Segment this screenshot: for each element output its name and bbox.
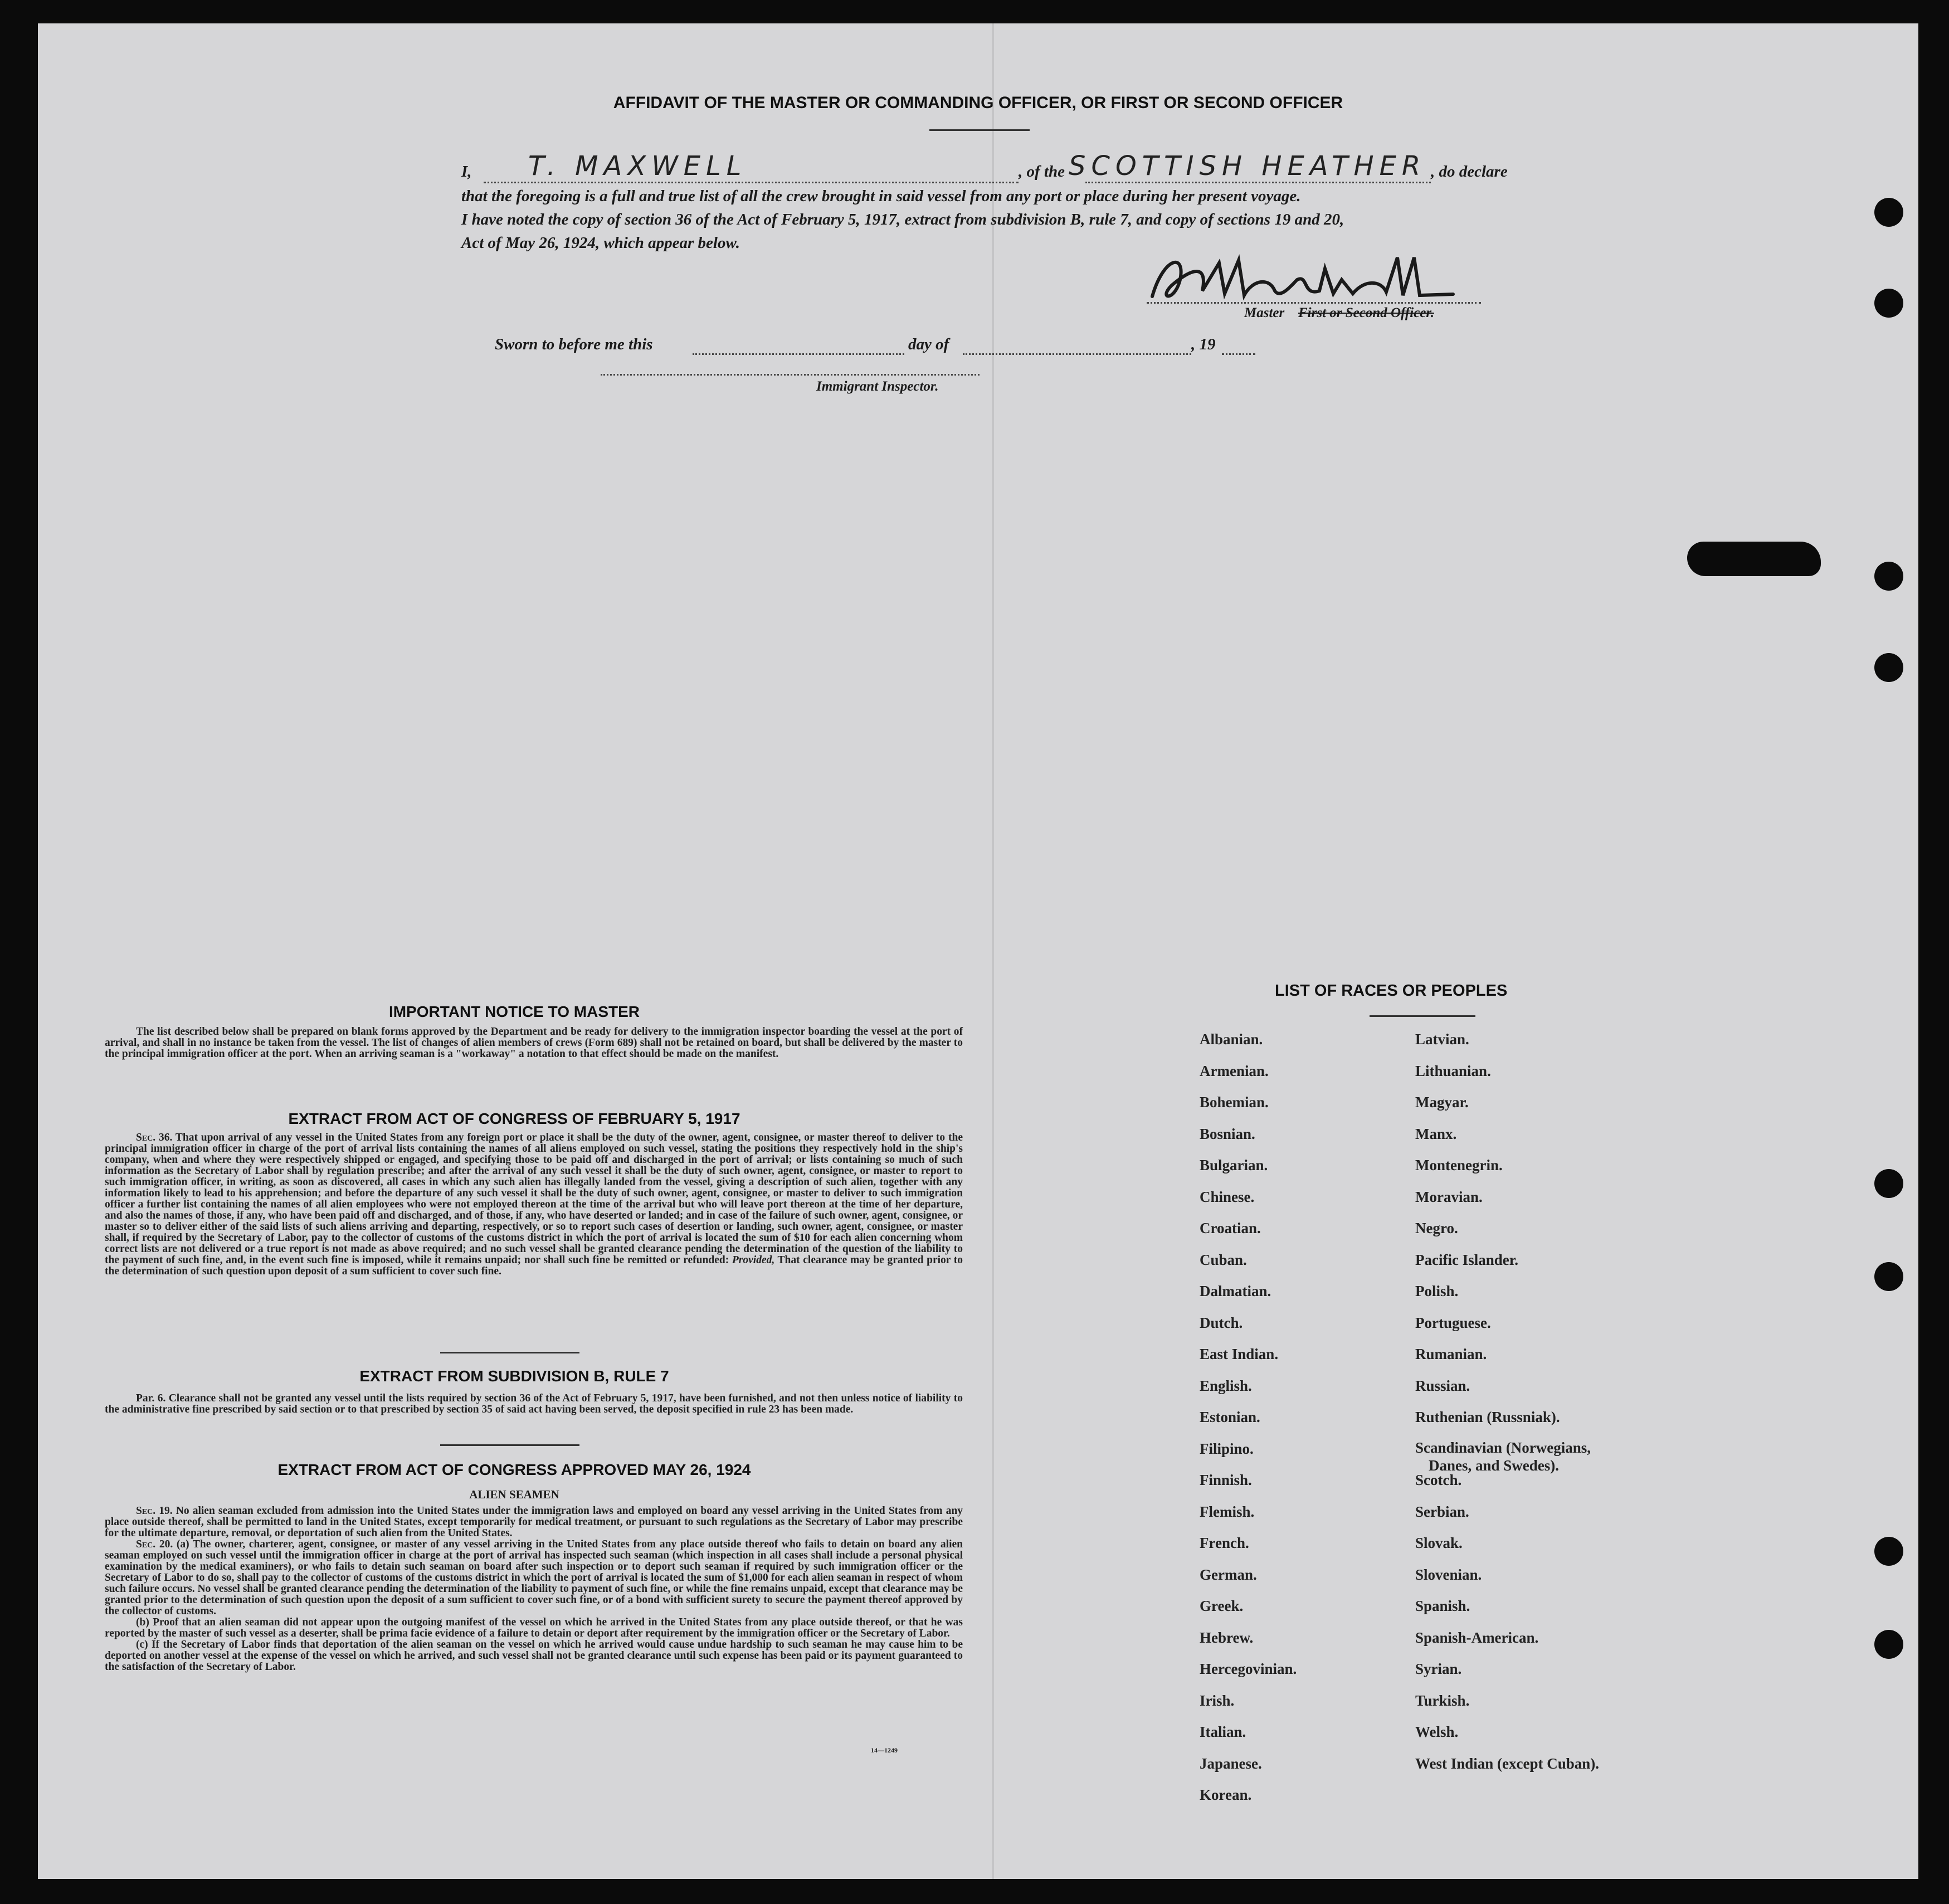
race-item: Portuguese. — [1415, 1314, 1491, 1331]
affidavit-i-label: I, — [461, 163, 472, 181]
race-item: Lithuanian. — [1415, 1062, 1491, 1079]
races-rule — [1370, 1015, 1475, 1017]
race-item: Filipino. — [1200, 1440, 1254, 1457]
race-item: Hercegovinian. — [1200, 1660, 1297, 1677]
sworn-day-line — [693, 335, 904, 355]
affidavit-body-line3: Act of May 26, 1924, which appear below. — [461, 234, 740, 252]
sec36-label: Sec. 36. — [136, 1132, 173, 1143]
binder-hole — [1874, 1630, 1903, 1659]
sec36-provided: Provided, — [732, 1254, 775, 1266]
extract-1924-body — [105, 1506, 963, 1673]
race-item: Bulgarian. — [1200, 1157, 1268, 1173]
rule7-text: Par. 6. Clearance shall not be granted any vessel until the lists required by section 36 of the Act of February 5, 1917, have been furnished, and not then unless notice of liability to the administrative fine prescribed by said section or to that prescribed by section 35 of said act having been served, the deposit specified in rule 23 has been made. — [105, 1392, 963, 1415]
race-item: Russian. — [1415, 1377, 1470, 1394]
race-item: Dalmatian. — [1200, 1283, 1271, 1299]
race-item: Greek. — [1200, 1598, 1244, 1614]
race-item: Montenegrin. — [1415, 1157, 1503, 1173]
notice-title: IMPORTANT NOTICE TO MASTER — [388, 1003, 640, 1020]
race-item: Serbian. — [1415, 1503, 1469, 1520]
race-item: Slovenian. — [1415, 1566, 1482, 1583]
races-title: LIST OF RACES OR PEOPLES — [1275, 982, 1508, 1000]
race-item: West Indian (except Cuban). — [1415, 1755, 1600, 1772]
year-line — [1222, 335, 1255, 355]
affidavit-of-the: , of the — [1019, 163, 1065, 181]
sec36-tail: That clearance may be granted prior to the determination of such question upon deposit of a sum sufficient to cover such fine. — [105, 1254, 963, 1277]
binder-hole — [1874, 562, 1903, 591]
sec20b-text: (b) Proof that an alien seaman did not appear upon the outgoing manifest of the vessel on which he arrived in the United States from any place outside thereof, or that he was reported by the master of such vessel as a deserter, shall be prima facie evidence of a failure to detain or deport after requirement by the immigration officer or the Secretary of Labor. — [105, 1616, 963, 1639]
master-label: Master — [1244, 305, 1285, 320]
race-item: Flemish. — [1200, 1503, 1255, 1520]
race-item: Welsh. — [1415, 1723, 1459, 1740]
race-item: Manx. — [1415, 1125, 1457, 1142]
rule-divider-1 — [440, 1352, 579, 1353]
extract-1917-title: EXTRACT FROM ACT OF CONGRESS OF FEBRUARY 5, 1917 — [288, 1110, 740, 1127]
binder-hole — [1874, 289, 1903, 318]
race-item: Moravian. — [1415, 1188, 1483, 1205]
race-item: Negro. — [1415, 1220, 1458, 1236]
ink-smudge — [1687, 542, 1821, 576]
race-item: Italian. — [1200, 1723, 1246, 1740]
day-of-label: day of — [908, 335, 949, 353]
form-number: 14—1249 — [871, 1746, 898, 1754]
race-item: Spanish-American. — [1415, 1629, 1539, 1646]
binder-hole — [1874, 1169, 1903, 1198]
race-item: Estonian. — [1200, 1409, 1260, 1425]
race-item: Scandinavian (Norwegians, — [1415, 1439, 1591, 1456]
affidavit-title: AFFIDAVIT OF THE MASTER OR COMMANDING OFFICER, OR FIRST OR SECOND OFFICER — [613, 94, 1343, 112]
sec20a-text: (a) The owner, charterer, agent, consignee, or master of any vessel arriving in the United States from any place outside thereof who fails to detain on board any alien seaman employed on such vessel until the immigration officer in charge at the port of arrival has inspected such seaman (which inspection in all cases shall include a personal physical examination by the medical examiners), or who fails to detain such seaman on board after such inspection or to deport such seaman if required by such immigration officer or the Secretary of Labor to do so, shall pay to the collector of customs of the customs district in which the port of arrival is located the sum of $1,000 for each alien seaman in respect of whom such failure occurs. No vessel shall be granted clearance pending the determination of the liability to payment of such fine, or while the fine remains unpaid, except that clearance may be granted prior to the determination of such question upon the deposit of a sum sufficient to cover such fine, or of a bond with sufficient surety to secure the payment thereof approved by the collector of customs. — [105, 1538, 963, 1617]
race-item: Chinese. — [1200, 1188, 1255, 1205]
race-item: French. — [1200, 1535, 1249, 1551]
race-item: Syrian. — [1415, 1660, 1462, 1677]
sworn-month-line — [963, 335, 1191, 355]
inspector-label: Immigrant Inspector. — [816, 379, 939, 394]
notice-text: The list described below shall be prepared on blank forms approved by the Department and be ready for delivery to the immigration inspector boarding the vessel at the port of arrival, and shall in no instance be taken from the vessel. The list of changes of alien members of crews (Form 689) shall not be retained on board, but shall be delivered by the master to the principal immigration officer at the port. When an arriving seaman is a "workaway" a notation to that effect should be made on the manifest. — [105, 1026, 963, 1060]
race-item: Turkish. — [1415, 1692, 1470, 1709]
struck-officer-label: First or Second Officer. — [1298, 305, 1434, 320]
race-item: Pacific Islander. — [1415, 1251, 1518, 1268]
affidavit-do-declare: , do declare — [1431, 163, 1508, 181]
race-item: Korean. — [1200, 1786, 1252, 1803]
title-rule — [929, 129, 1030, 131]
race-item: Japanese. — [1200, 1755, 1262, 1772]
rule7-title: EXTRACT FROM SUBDIVISION B, RULE 7 — [359, 1367, 669, 1385]
race-item: Scotch. — [1415, 1472, 1462, 1488]
sworn-label: Sworn to before me this — [495, 335, 653, 353]
race-item: Magyar. — [1415, 1094, 1469, 1111]
sec20c-text: (c) If the Secretary of Labor finds that deportation of the alien seaman on the vessel on which he arrived would cause undue hardship to such seaman he may cause him to be deported on another vessel at the expense of the vessel on which he arrived, and such vessel shall not be granted clearance until such expense has been paid or its payment guaranteed to the satisfaction of the Secretary of Labor. — [105, 1639, 963, 1673]
binder-hole — [1874, 198, 1903, 227]
binder-hole — [1874, 1262, 1903, 1291]
extract-1924-title: EXTRACT FROM ACT OF CONGRESS APPROVED MAY 26, 1924 — [277, 1461, 751, 1478]
race-item: Danes, and Swedes). — [1429, 1457, 1560, 1474]
race-item: English. — [1200, 1377, 1252, 1394]
race-item: Dutch. — [1200, 1314, 1243, 1331]
race-item: Albanian. — [1200, 1031, 1263, 1048]
race-item: Finnish. — [1200, 1472, 1252, 1488]
sec19-text: No alien seaman excluded from admission into the United States under the immigration laws and employed on board any vessel arriving in the United States from any place outside thereof, shall be permitted to land in the United States, except temporarily for medical treatment, or pursuant to such regulations as the Secretary of Labor may prescribe for the ultimate departure, removal, or deportation of such alien from the United States. — [105, 1505, 963, 1539]
alien-seamen-subtitle: ALIEN SEAMEN — [469, 1488, 559, 1501]
race-item: Irish. — [1200, 1692, 1235, 1709]
rule7-body — [105, 1393, 963, 1415]
race-item: Bohemian. — [1200, 1094, 1269, 1111]
binder-hole — [1874, 653, 1903, 682]
affidavit-body-line1: that the foregoing is a full and true list of all the crew brought in said vessel from any port or place during her present voyage. — [461, 187, 1301, 205]
sec20-label: Sec. 20. — [136, 1538, 173, 1550]
race-item: Armenian. — [1200, 1062, 1269, 1079]
extract-1917-body — [105, 1132, 963, 1277]
race-item: Croatian. — [1200, 1220, 1261, 1236]
race-item: Rumanian. — [1415, 1346, 1487, 1362]
page-fold — [992, 23, 994, 1879]
race-item: Latvian. — [1415, 1031, 1469, 1048]
race-item: Bosnian. — [1200, 1125, 1255, 1142]
race-item: Polish. — [1415, 1283, 1459, 1299]
year-label: , 19 — [1191, 335, 1216, 353]
race-item: Cuban. — [1200, 1251, 1247, 1268]
sec36-text: That upon arrival of any vessel in the United States from any foreign port or place it shall be the duty of the owner, agent, consignee, or master thereof to deliver to the principal immigration officer in charge of the port of arrival lists containing the names of all aliens employed on such vessel, stating the positions they respectively hold in the ship's company, when and where they were respectively shipped or engaged, and specifying those to be paid off and discharged in the port of arrival; or lists containing so much of such information as the Secretary of Labor shall by regulation prescribe; and after the arrival of any such vessel it shall be the duty of such owner, agent, consignee, or master to report to such immigration officer, in writing, as soon as discovered, all cases in which any such alien has illegally landed from the vessel, giving a description of such alien, together with any information likely to lead to his apprehension; and before the departure of any such vessel it shall be the duty of such owner, agent, consignee, or master to deliver to such immigration officer a further list containing the names of all alien employees who were not employed thereon at the time of the arrival but who will leave port thereon at the time of her departure, and also the names of those, if any, who have been paid off and discharged, and of those, if any, who have deserted or landed; and in case of the failure of such owner, agent, consignee, or master so to deliver either of the said lists of such aliens arriving and departing, respectively, or so to report such cases of desertion or landing, such owner, agent, consignee, or master shall, if required by the Secretary of Labor, pay to the collector of customs of the customs district in which the port of arrival is located the sum of $10 for each alien concerning whom correct lists are not delivered or a true report is not made as above required; and no such vessel shall be granted clearance pending the determination of the question of the liability to the payment of such fine, and, in the event such fine is imposed, while it remains unpaid; nor shall such fine be remitted or refunded: — [105, 1132, 963, 1266]
affidavit-body-line2: I have noted the copy of section 36 of the Act of February 5, 1917, extract from subdivision B, rule 7, and copy of sections 19 and 20, — [461, 211, 1344, 228]
notice-body — [105, 1026, 963, 1060]
race-item: Spanish. — [1415, 1598, 1470, 1614]
rule-divider-2 — [440, 1444, 579, 1446]
race-item: German. — [1200, 1566, 1257, 1583]
sec19-label: Sec. 19. — [136, 1505, 173, 1517]
race-item: East Indian. — [1200, 1346, 1279, 1362]
race-item: Ruthenian (Russniak). — [1415, 1409, 1560, 1425]
race-item: Slovak. — [1415, 1535, 1463, 1551]
inspector-line — [601, 371, 980, 376]
binder-hole — [1874, 1537, 1903, 1566]
document-sheet — [38, 23, 1918, 1879]
race-item: Hebrew. — [1200, 1629, 1254, 1646]
signature-line — [1147, 285, 1481, 304]
master-name: T. MAXWELL — [528, 150, 747, 182]
vessel-name: SCOTTISH HEATHER — [1069, 150, 1426, 182]
